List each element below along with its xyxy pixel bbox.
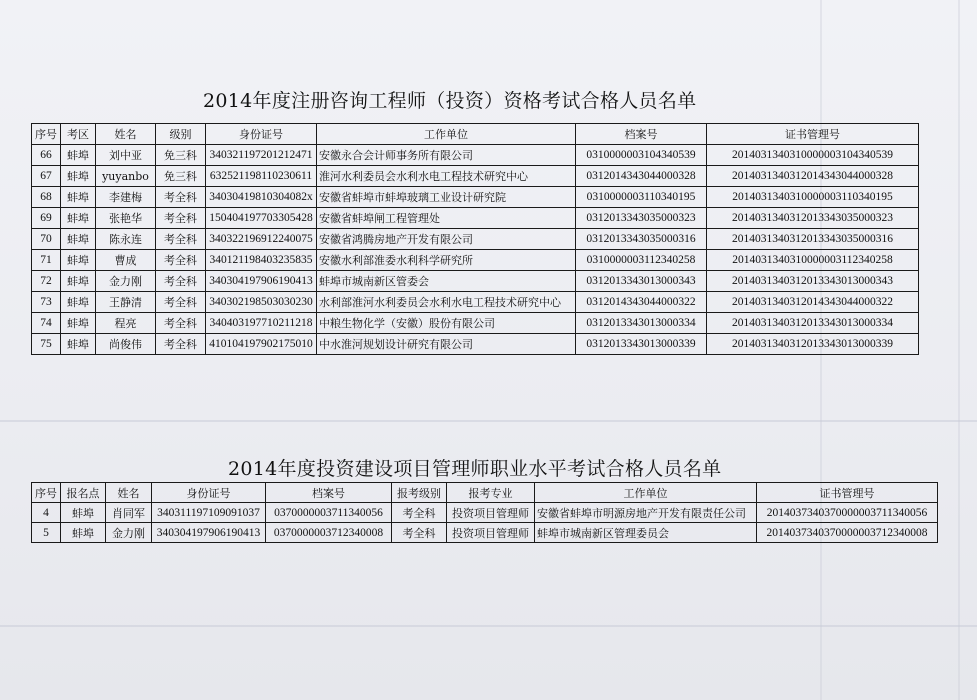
- table-cell: 淮河水利委员会水利水电工程技术研究中心: [317, 166, 576, 187]
- table-cell: 蚌埠: [61, 145, 96, 166]
- table-cell: 安徽省蚌埠闸工程管理处: [317, 208, 576, 229]
- table-header-row: [32, 483, 938, 503]
- table-cell: 632521198110230611: [206, 166, 317, 187]
- list-title-project-manager: 2014年度投资建设项目管理师职业水平考试合格人员名单: [228, 458, 722, 480]
- table-cell: 蚌埠: [61, 166, 96, 187]
- table-cell: 蚌埠: [61, 250, 96, 271]
- table-row: [32, 250, 919, 271]
- table-cell: 水利部淮河水利委员会水利水电工程技术研究中心: [317, 292, 576, 313]
- table-cell: 74: [32, 313, 61, 334]
- table-cell: 71: [32, 250, 61, 271]
- paper-crease: [0, 625, 977, 627]
- column-header: 报考专业: [447, 483, 535, 503]
- table-cell: 0310000003112340258: [576, 250, 707, 271]
- table-cell: 张艳华: [96, 208, 156, 229]
- table-cell: 340322196912240075: [206, 229, 317, 250]
- table-cell: 刘中亚: [96, 145, 156, 166]
- paper-crease: [958, 0, 960, 700]
- table-cell: 340321197201212471: [206, 145, 317, 166]
- table-cell: 安徽水利部淮委水利科学研究所: [317, 250, 576, 271]
- table-cell: 201403134031201434304400032​2: [707, 292, 919, 313]
- table-cell: 68: [32, 187, 61, 208]
- table-cell: 蚌埠市城南新区管委会: [317, 271, 576, 292]
- table-cell: 尚俊伟: [96, 334, 156, 355]
- table-cell: 0312014343044000322: [576, 292, 707, 313]
- table-cell: 201403134031201334303500031​6: [707, 229, 919, 250]
- table-cell: 蚌埠: [61, 334, 96, 355]
- table-cell: 考全科: [392, 523, 447, 543]
- list-title-consulting-engineer: 2014年度注册咨询工程师（投资）资格考试合格人员名单: [203, 90, 697, 112]
- table-cell: 考全科: [156, 292, 206, 313]
- table-cell: 考全科: [156, 208, 206, 229]
- table-cell: 201403134031201434304400032​8: [707, 166, 919, 187]
- table-cell: 蚌埠: [61, 292, 96, 313]
- table-cell: 0312013343035000316: [576, 229, 707, 250]
- table-row: [32, 292, 919, 313]
- table-cell: 程亮: [96, 313, 156, 334]
- table-cell: 中水淮河规划设计研究有限公司: [317, 334, 576, 355]
- table-cell: 考全科: [156, 271, 206, 292]
- table-row: [32, 229, 919, 250]
- table-cell: 410104197902175010: [206, 334, 317, 355]
- column-header: 档案号: [576, 124, 707, 145]
- table-cell: 考全科: [156, 229, 206, 250]
- table-cell: 201403134031201334303500032​3: [707, 208, 919, 229]
- table-cell: 5: [32, 523, 61, 543]
- table-cell: 73: [32, 292, 61, 313]
- table-row: [32, 334, 919, 355]
- table-cell: 考全科: [156, 187, 206, 208]
- table-cell: 王静清: [96, 292, 156, 313]
- table-cell: 考全科: [156, 250, 206, 271]
- table-cell: 安徽永合会计师事务所有限公司: [317, 145, 576, 166]
- table-cell: 0370000003712340008: [266, 523, 392, 543]
- table-row: [32, 271, 919, 292]
- table-cell: 0310000003104340539: [576, 145, 707, 166]
- table-cell: 0370000003711340056: [266, 503, 392, 523]
- column-header: 工作单位: [317, 124, 576, 145]
- column-header: 序号: [32, 124, 61, 145]
- project-manager-table: [31, 482, 938, 543]
- table-row: [32, 166, 919, 187]
- table-cell: 蚌埠: [61, 187, 96, 208]
- paper-crease: [0, 420, 977, 422]
- table-cell: 201403134031000000311234025​8: [707, 250, 919, 271]
- table-cell: 0312013343035000323: [576, 208, 707, 229]
- table-cell: 34030419810304082x: [206, 187, 317, 208]
- table-cell: 考全科: [156, 313, 206, 334]
- table-cell: 0312013343013000334: [576, 313, 707, 334]
- column-header: 姓名: [106, 483, 152, 503]
- table-cell: 蚌埠: [61, 523, 106, 543]
- table-row: [32, 187, 919, 208]
- table-cell: 李建梅: [96, 187, 156, 208]
- table-cell: 20140373403700000037113400​56: [757, 503, 938, 523]
- table-cell: 20140373403700000037123400​08: [757, 523, 938, 543]
- table-cell: yuyanbo: [96, 166, 156, 187]
- column-header: 身份证号: [152, 483, 266, 503]
- table-cell: 20140313403100000031043405​39: [707, 145, 919, 166]
- table-cell: 蚌埠: [61, 503, 106, 523]
- table-row: [32, 523, 938, 543]
- column-header: 证书管理号: [757, 483, 938, 503]
- table-cell: 陈永连: [96, 229, 156, 250]
- table-cell: 免三科: [156, 166, 206, 187]
- table-cell: 69: [32, 208, 61, 229]
- table-cell: 金力刚: [96, 271, 156, 292]
- table-cell: 0312014343044000328: [576, 166, 707, 187]
- column-header: 序号: [32, 483, 61, 503]
- table-cell: 蚌埠市城南新区管理委员会: [535, 523, 757, 543]
- table-cell: 免三科: [156, 145, 206, 166]
- table-cell: 340403197710211218: [206, 313, 317, 334]
- table-row: [32, 145, 919, 166]
- column-header: 证书管理号: [707, 124, 919, 145]
- table-cell: 投资项目管理师: [447, 523, 535, 543]
- table-cell: 201403134031201334301300033​9: [707, 334, 919, 355]
- column-header: 级别: [156, 124, 206, 145]
- table-cell: 201403134031201334301300034​3: [707, 271, 919, 292]
- table-cell: 安徽省鸿腾房地产开发有限公司: [317, 229, 576, 250]
- column-header: 姓名: [96, 124, 156, 145]
- table-cell: 金力刚: [106, 523, 152, 543]
- table-cell: 201403134031201334301300033​4: [707, 313, 919, 334]
- table-cell: 0312013343013000339: [576, 334, 707, 355]
- consulting-engineer-table: [31, 123, 919, 355]
- table-cell: 0312013343013000343: [576, 271, 707, 292]
- table-cell: 安徽省蚌埠市蚌埠玻璃工业设计研究院: [317, 187, 576, 208]
- table-cell: 投资项目管理师: [447, 503, 535, 523]
- column-header: 身份证号: [206, 124, 317, 145]
- column-header: 考区: [61, 124, 96, 145]
- table-cell: 340311197109091037: [152, 503, 266, 523]
- table-cell: 4: [32, 503, 61, 523]
- table-cell: 肖同军: [106, 503, 152, 523]
- table-cell: 201403134031000000311034019​5: [707, 187, 919, 208]
- table-cell: 蚌埠: [61, 271, 96, 292]
- table-cell: 66: [32, 145, 61, 166]
- table-cell: 67: [32, 166, 61, 187]
- table-row: [32, 313, 919, 334]
- table-row: [32, 503, 938, 523]
- column-header: 报考级别: [392, 483, 447, 503]
- table-cell: 蚌埠: [61, 313, 96, 334]
- table-cell: 340121198403235835: [206, 250, 317, 271]
- table-cell: 70: [32, 229, 61, 250]
- table-cell: 安徽省蚌埠市明源房地产开发有限责任公司: [535, 503, 757, 523]
- table-cell: 72: [32, 271, 61, 292]
- table-cell: 中粮生物化学（安徽）股份有限公司: [317, 313, 576, 334]
- table-cell: 考全科: [392, 503, 447, 523]
- table-cell: 曹成: [96, 250, 156, 271]
- table-cell: 0310000003110340195: [576, 187, 707, 208]
- table-cell: 75: [32, 334, 61, 355]
- column-header: 档案号: [266, 483, 392, 503]
- table-cell: 150404197703305428: [206, 208, 317, 229]
- table-header-row: [32, 124, 919, 145]
- table-row: [32, 208, 919, 229]
- table-cell: 蚌埠: [61, 229, 96, 250]
- table-cell: 340304197906190413: [206, 271, 317, 292]
- table-cell: 340304197906190413: [152, 523, 266, 543]
- table-cell: 蚌埠: [61, 208, 96, 229]
- column-header: 工作单位: [535, 483, 757, 503]
- column-header: 报名点: [61, 483, 106, 503]
- table-cell: 340302198503030230: [206, 292, 317, 313]
- table-cell: 考全科: [156, 334, 206, 355]
